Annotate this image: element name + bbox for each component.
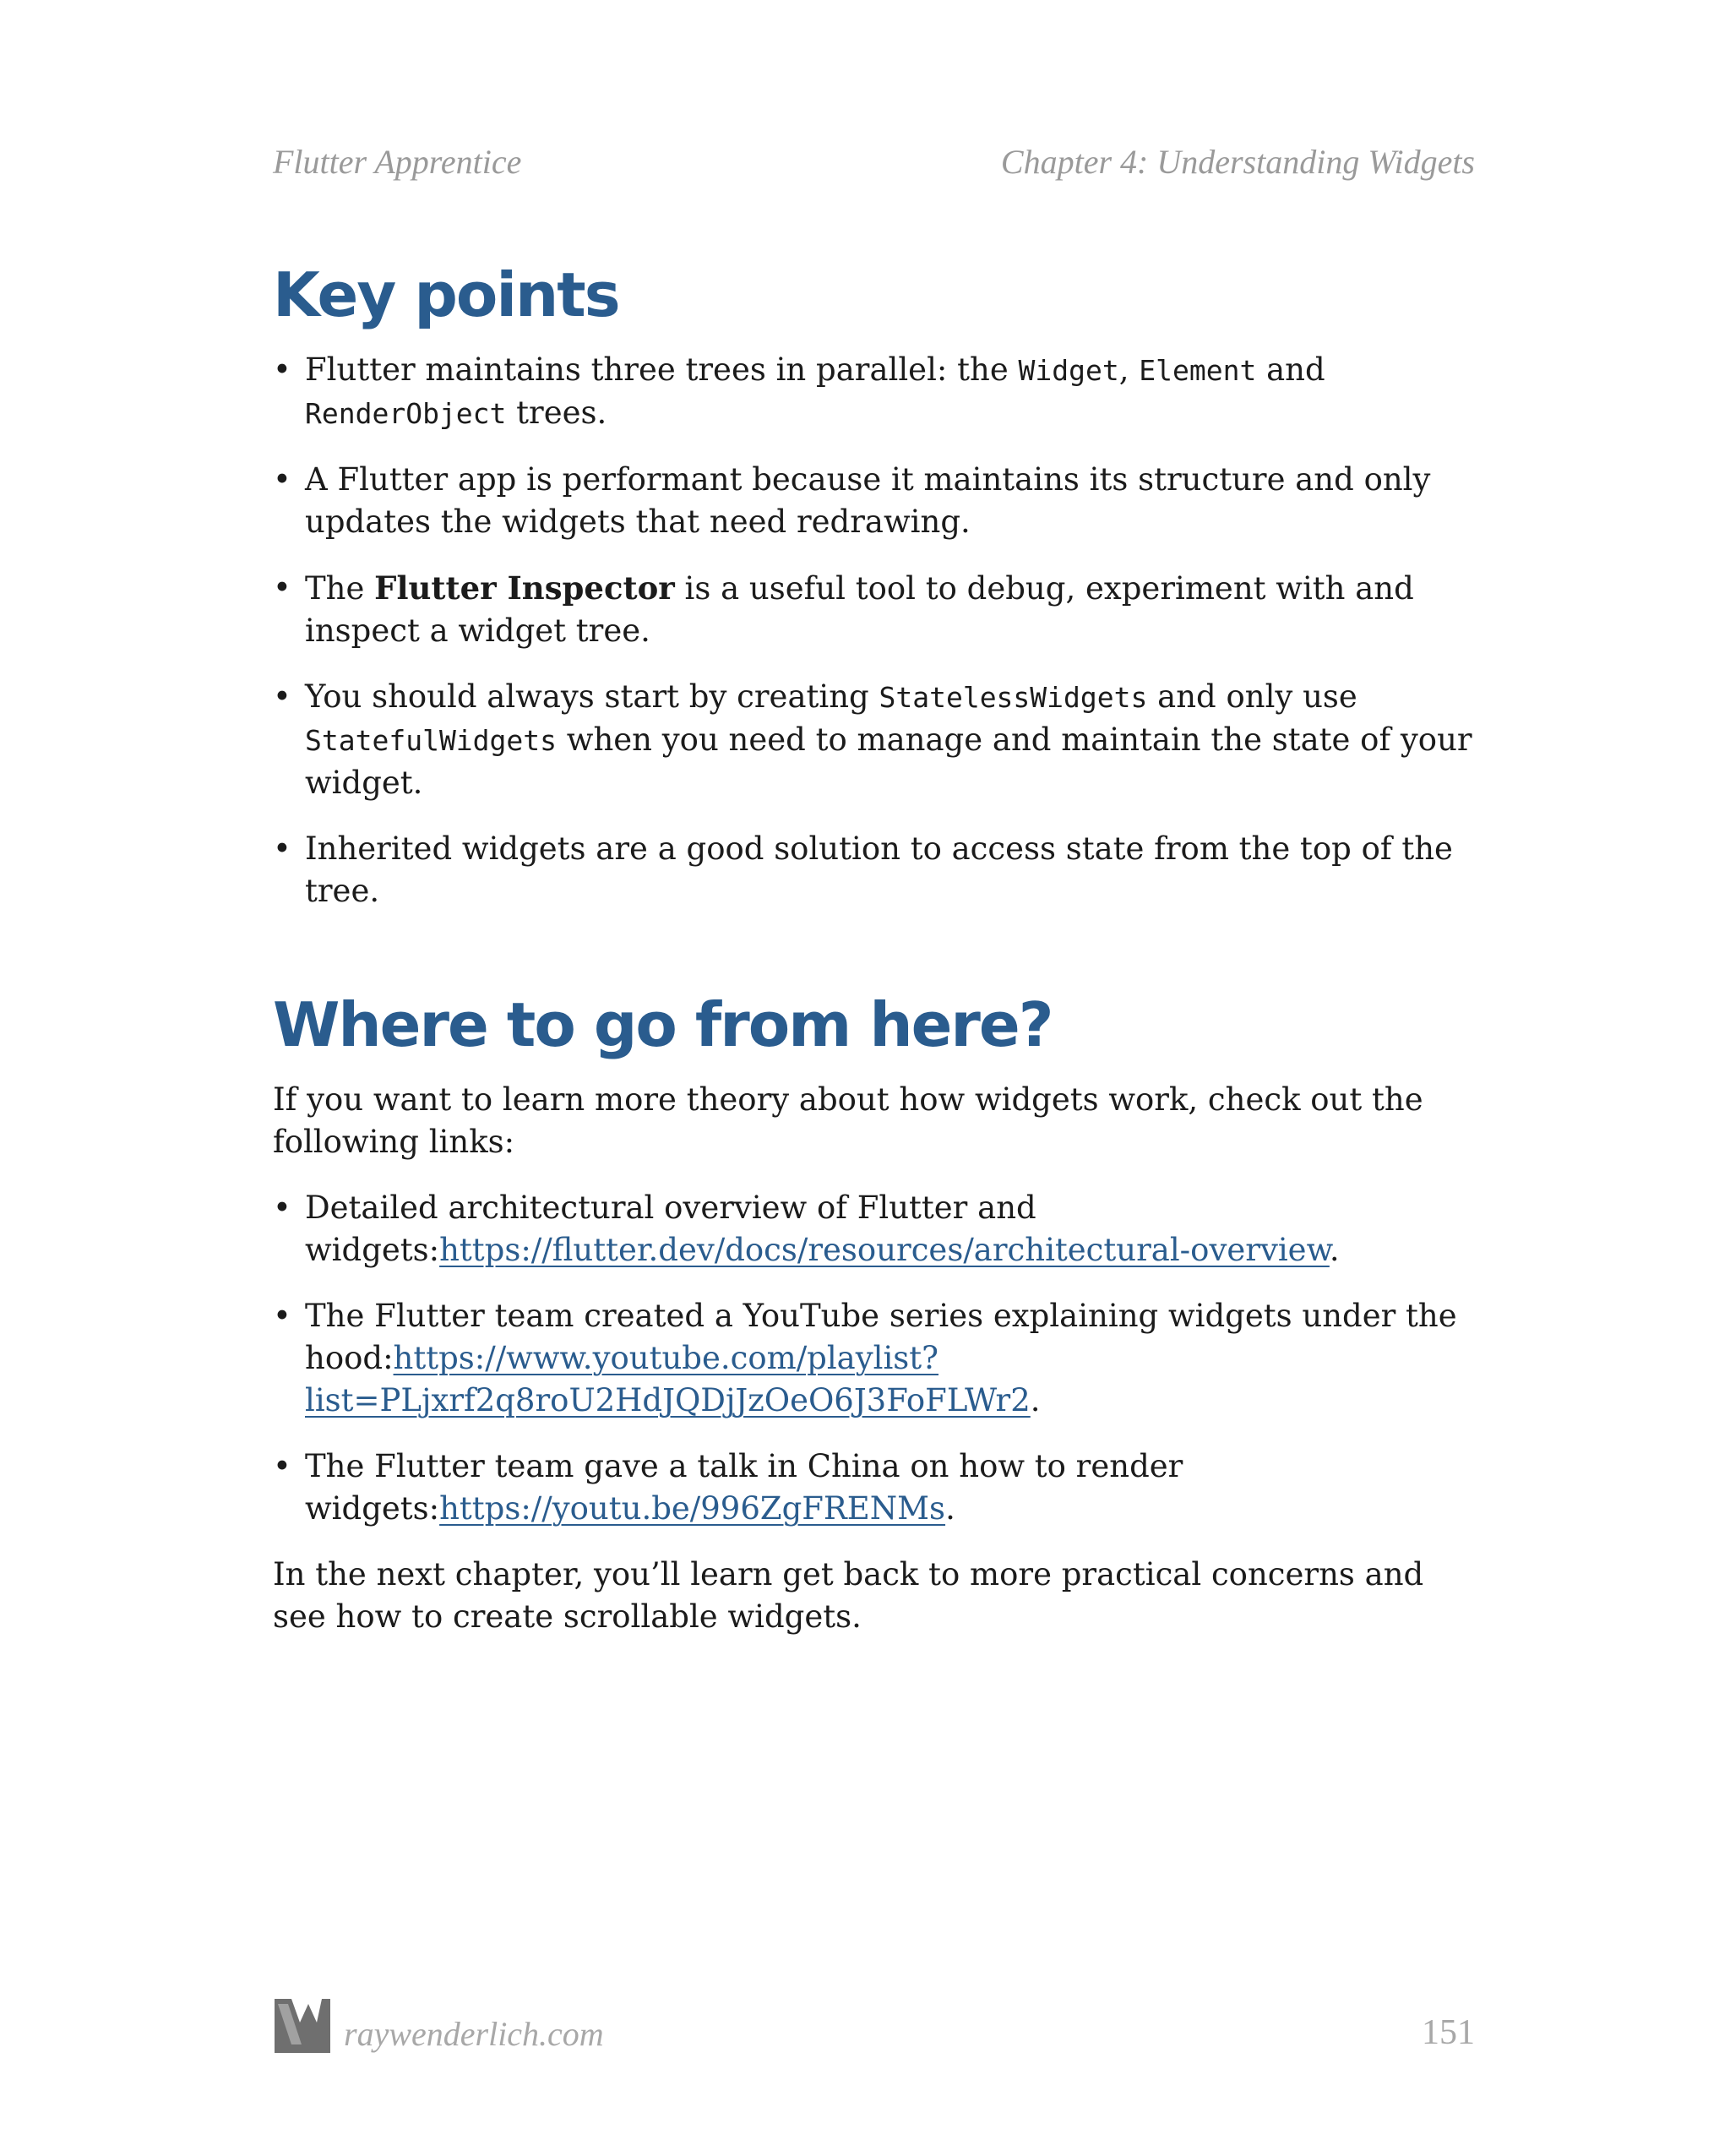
text-run: The Flutter team created a YouTube series explaining widgets under the hood:	[305, 1297, 1457, 1376]
text-run: .	[1329, 1231, 1340, 1268]
chapter-title: Chapter 4: Understanding Widgets	[1000, 143, 1475, 181]
code-widget: Widget	[1018, 353, 1119, 387]
intro-paragraph: If you want to learn more theory about how widgets work, check out the following links:	[273, 1081, 1423, 1160]
bullet-icon: •	[273, 1447, 291, 1484]
links-list	[273, 1187, 1481, 1530]
code-statefulwidgets: StatefulWidgets	[305, 723, 558, 757]
bullet-icon: •	[273, 1189, 291, 1226]
text-run: The	[305, 569, 375, 607]
running-header	[273, 142, 1475, 189]
key-points-list	[273, 349, 1481, 912]
bold-flutter-inspector: Flutter Inspector	[374, 569, 675, 607]
text-run: ,	[1118, 351, 1140, 388]
bullet-icon: •	[273, 830, 291, 867]
page-number: 151	[1422, 2013, 1475, 2052]
text-run: when you need to manage and maintain the state of your widget.	[305, 721, 1472, 801]
text-run: trees.	[506, 394, 607, 431]
code-statelesswidgets: StatelessWidgets	[879, 680, 1148, 714]
list-item	[273, 349, 1481, 435]
text-run: The Flutter team gave a talk in China on how to render widgets:	[305, 1447, 1183, 1527]
text-run: You should always start by creating	[305, 678, 879, 715]
text-run: is a useful tool to debug, experiment with and inspect a widget tree.	[305, 569, 1414, 649]
list-item	[273, 676, 1481, 804]
outro-paragraph: In the next chapter, you’ll learn get back to more practical concerns and see how to create scrollable widgets.	[273, 1555, 1424, 1635]
text-run: Inherited widgets are a good solution to access state from the top of the tree.	[305, 830, 1453, 909]
text-run: Detailed architectural overview of Flutter and widgets:	[305, 1189, 1036, 1268]
list-item	[273, 459, 1481, 543]
raywenderlich-logo-icon	[273, 1995, 332, 2055]
link-china-talk[interactable]: https://youtu.be/996ZgFRENMs	[439, 1489, 946, 1527]
bullet-icon: •	[273, 1297, 291, 1334]
text-run: .	[945, 1489, 955, 1527]
bullet-icon: •	[273, 460, 291, 498]
text-run: and	[1256, 351, 1325, 388]
text-run: and only use	[1147, 678, 1357, 715]
list-item	[273, 828, 1481, 912]
list-item	[273, 567, 1481, 652]
code-element: Element	[1139, 353, 1257, 387]
page-footer	[273, 1995, 1475, 2063]
list-item	[273, 1446, 1481, 1530]
text-run: .	[1030, 1381, 1041, 1418]
bullet-icon: •	[273, 569, 291, 606]
key-points-heading: Key points	[273, 259, 619, 330]
list-item	[273, 1295, 1481, 1422]
page-content	[273, 253, 1481, 1662]
site-name: raywenderlich.com	[344, 2015, 604, 2053]
text-run: Flutter maintains three trees in parallel: the	[305, 351, 1019, 388]
text-run: A Flutter app is performant because it maintains its structure and only updates the widgets that need redrawing.	[305, 460, 1431, 540]
bullet-icon: •	[273, 678, 291, 715]
book-title: Flutter Apprentice	[273, 143, 522, 181]
code-renderobject: RenderObject	[305, 396, 507, 430]
link-youtube-playlist[interactable]: https://www.youtube.com/playlist?list=PLjxrf2q8roU2HdJQDjJzOeO6J3FoFLWr2	[305, 1339, 1031, 1418]
link-architectural-overview[interactable]: https://flutter.dev/docs/resources/architectural-overview	[439, 1231, 1330, 1268]
list-item	[273, 1187, 1481, 1271]
bullet-icon: •	[273, 351, 291, 388]
where-next-heading: Where to go from here?	[273, 988, 1053, 1060]
